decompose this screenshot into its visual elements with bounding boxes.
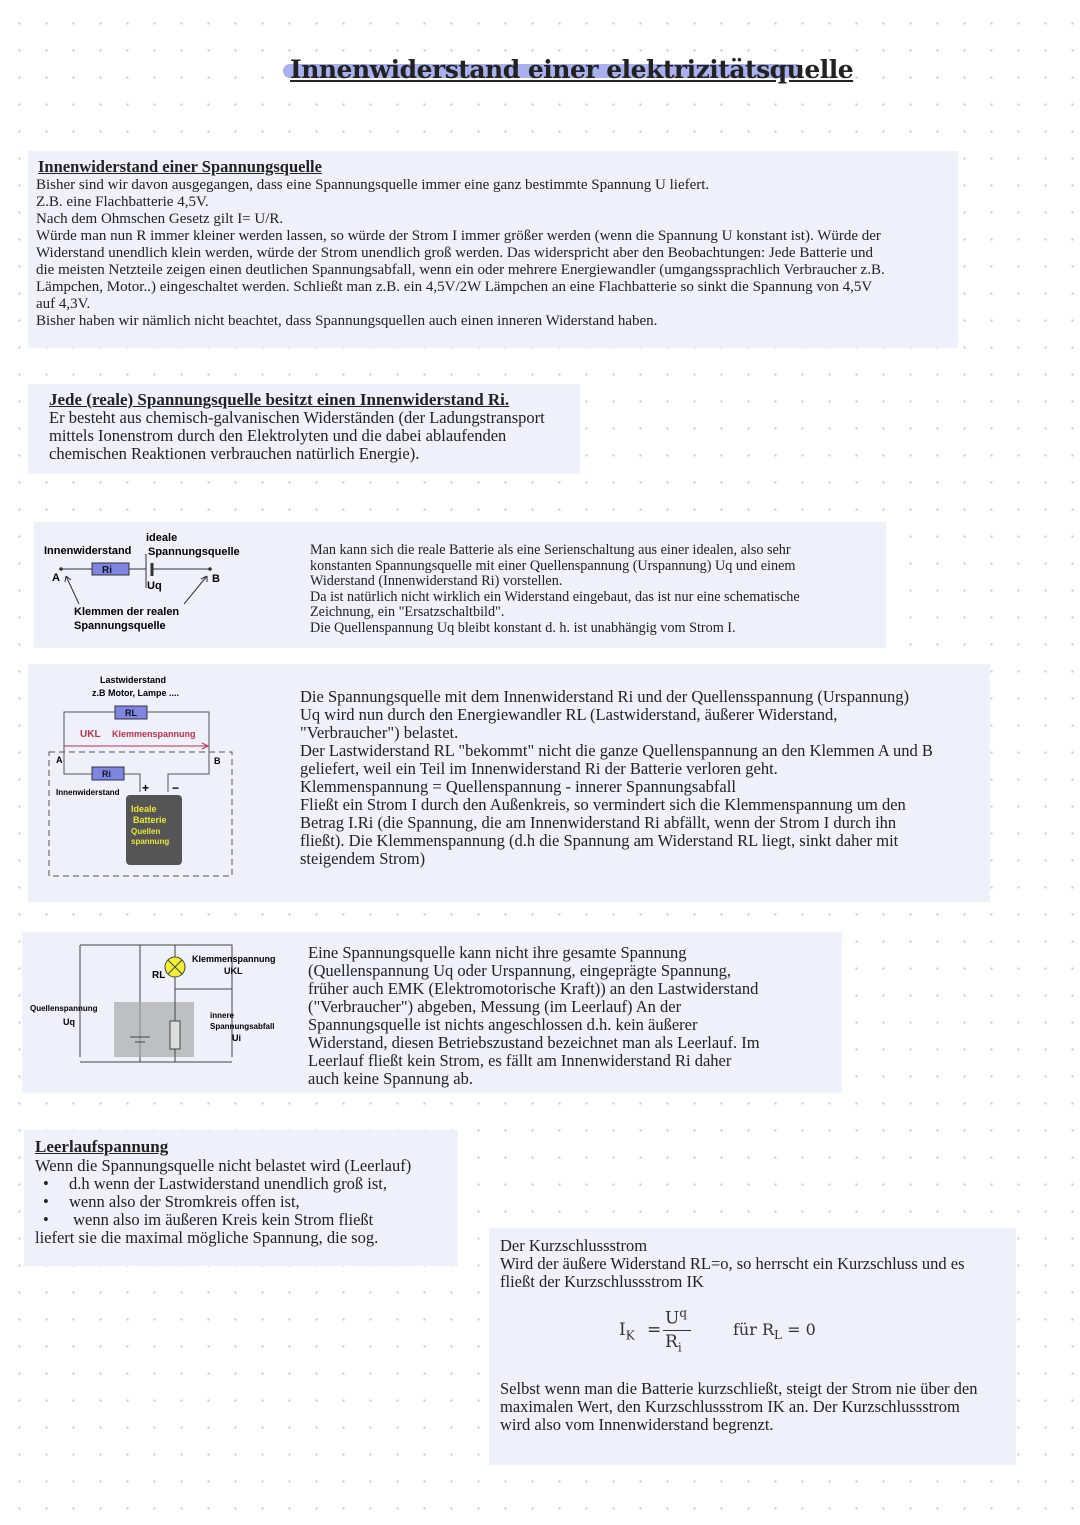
section-real-source [28,384,580,474]
label-b: B [212,573,220,585]
short-circuit-formula [619,1306,859,1356]
text-line: Uq wird nun durch den Energiewandler RL (Lastwiderstand, äußerer Widerstand, [300,705,838,724]
text-line: Bisher haben wir nämlich nicht beachtet, dass Spannungsquellen auch einen inneren Widerstand haben. [36,313,658,329]
text-line: Leerlauf fließt kein Strom, es fällt am Innenwiderstand Ri daher [308,1051,732,1070]
bullet-item: • wenn also der Stromkreis offen ist, [35,1193,411,1211]
label-ukl: UKL [224,966,243,976]
resistor-ri [170,1021,180,1049]
bullet-list [35,1175,411,1229]
text-line: Der Lastwiderstand RL "bekommt" nicht die ganze Quellenspannung an den Klemmen A und B [300,741,933,760]
text-line: früher auch EMK (Elektromotorische Kraft)) an den Lastwiderstand [308,979,759,998]
battery-label: Batterie [133,815,167,825]
label-innere: innere [210,1011,235,1020]
text-line: konstanten Spannungsquelle mit einer Quellenspannung (Urspannung) Uq und einem [310,557,796,574]
text-line: fließt der Kurzschlussstrom IK [500,1272,704,1291]
section-short-circuit [489,1228,1016,1465]
text-line: Z.B. eine Flachbatterie 4,5V. [36,194,209,210]
text-line: (Quellenspannung Uq oder Urspannung, eingeprägte Spannung, [308,961,731,980]
terminal-a [59,567,63,571]
battery-label: Quellen [131,827,161,836]
formula-ik: I [619,1320,626,1340]
label-quellenspannung: Quellenspannung [30,1004,98,1013]
text-line: Widerstand unendlich klein werden, würde der Strom unendlich groß werden. Das widerspricht aber den Beobachtungen: Jede Batterie und [36,245,874,261]
text-line: die meisten Netzteile zeigen einen deutlichen Spannungsabfall, wenn ein oder mehrere Energiewandler (umgangssprachlich Verbraucher z.B. [36,262,885,278]
text-line: Wird der äußere Widerstand RL=o, so herrscht ein Kurzschluss und es [500,1254,965,1273]
label-lastwiderstand: Lastwiderstand [100,675,167,685]
label-innenwiderstand: Innenwiderstand [56,788,120,797]
text-line: Würde man nun R immer kleiner werden lassen, so würde der Strom I immer größer werden (wenn die Spannung U konstant ist). Würde der [36,228,881,244]
terminal-b [208,567,212,571]
label-rl: RL [125,708,137,718]
battery-image [114,1002,194,1057]
label-spannungsquelle2: Spannungsquelle [74,620,166,632]
arrow-icon [65,576,207,604]
battery-label: Ideale [131,804,157,814]
text-line: "Verbraucher") belastet. [300,723,459,742]
text-line: auch keine Spannung ab. [308,1069,473,1088]
formula-condition: für R [733,1320,775,1339]
section-open-circuit-voltage [24,1130,458,1266]
label-b: B [214,756,221,766]
formula-zero: = 0 [787,1320,816,1339]
section-heading: Leerlaufspannung [35,1137,169,1156]
label-klemmen: Klemmen der realen [74,606,180,618]
text-line: auf 4,3V. [36,296,91,312]
text-line: Die Quellenspannung Uq bleibt konstant d. h. ist unabhängig vom Strom I. [310,619,736,636]
label-uq: Uq [147,580,162,592]
text-line: Betrag I.Ri (die Spannung, die am Innenwiderstand Ri abfällt, wenn der Strom I durch ihn [300,813,897,832]
section-heading: Innenwiderstand einer Spannungsquelle [38,157,322,176]
section-internal-resistance [28,151,958,348]
bullet-item: • wenn also im äußeren Kreis kein Strom fließt [35,1211,411,1229]
text-line: steigendem Strom) [300,849,426,868]
text-line: chemischen Reaktionen verbrauchen natürlich Energie). [49,444,420,463]
text-line: Die Spannungsquelle mit dem Innenwiderstand Ri und der Quellensspannung (Urspannung) [300,687,910,706]
text-line: Fließt ein Strom I durch den Außenkreis, so vermindert sich die Klemmenspannung um den [300,795,906,814]
formula-sub: q [679,1306,688,1320]
text-line: Wenn die Spannungsquelle nicht belastet wird (Leerlauf) [35,1156,412,1175]
section-heading: Der Kurzschlussstrom [500,1236,648,1255]
label-minus: − [172,781,180,795]
label-rl: RL [152,970,166,981]
text-line: Er besteht aus chemisch-galvanischen Widerständen (der Ladungstransport [49,408,545,427]
section-heading: Jede (reale) Spannungsquelle besitzt einen Innenwiderstand Ri. [49,390,510,409]
label-ri: Ri [102,769,111,779]
battery-label: spannung [131,837,170,846]
label-plus: + [142,781,150,795]
text-line: Zeichnung, ein "Ersatzschaltbild". [310,604,505,621]
text-line: Da ist natürlich nicht wirklich ein Widerstand eingebaut, das ist nur eine schematische [310,588,800,605]
label-beispiel: z.B Motor, Lampe .... [92,688,180,698]
lamp-circuit-diagram [27,937,302,1072]
text-line: Spannungsquelle ist nichts angeschlossen d.h. kein äußerer [308,1015,698,1034]
section-equivalent-circuit [34,522,886,648]
text-line: mittels Ionenstrom durch den Elektrolyten und die dabei ablaufenden [49,426,507,445]
label-ideale: ideale [146,532,178,544]
label-spannungsabfall: Spannungsabfall [210,1022,275,1031]
text-line: Man kann sich die reale Batterie als eine Serienschaltung aus einer idealen, also sehr [310,542,791,558]
text-line: geliefert, weil ein Teil im Innenwiderstand Ri der Batterie verloren geht. [300,759,778,778]
wire [64,746,209,792]
text-line: Nach dem Ohmschen Gesetz gilt I= U/R. [36,211,284,227]
text-line: Klemmenspannung = Quellenspannung - innerer Spannungsabfall [300,777,736,796]
equivalent-circuit-diagram [34,526,284,646]
fraction-bar [663,1330,691,1331]
label-klemmenspannung: Klemmenspannung [192,954,276,964]
text-line: wird also vom Innenwiderstand begrenzt. [500,1415,774,1434]
formula-uq: U [665,1308,680,1329]
label-uq: Uq [63,1017,75,1027]
label-spannungsquelle: Spannungsquelle [148,546,240,558]
label-ri: Ri [102,565,112,576]
load-circuit-diagram [42,670,262,895]
label-a: A [52,572,60,584]
formula-ri: R [665,1332,678,1352]
section-open-circuit [22,932,842,1093]
label-ui: Ui [232,1033,241,1043]
bullet-item: • d.h wenn der Lastwiderstand unendlich groß ist, [35,1175,411,1193]
section-load-resistance [28,664,990,902]
formula-sub: L [774,1328,782,1343]
label-ukl: UKL [80,729,101,740]
text-line: liefert sie die maximal mögliche Spannung, die sog. [35,1228,379,1247]
text-line: Widerstand (Innenwiderstand Ri) vorstellen. [310,573,563,590]
text-line: maximalen Wert, den Kurzschlussstrom IK an. Der Kurzschlussstrom [500,1397,960,1416]
formula-equals: = [647,1320,662,1340]
label-innenwiderstand: Innenwiderstand [44,545,132,557]
text-line: Widerstand, diesen Betriebszustand bezeichnet man als Leerlauf. Im [308,1033,760,1052]
label-klemmenspannung: Klemmenspannung [112,729,196,739]
text-line: ("Verbraucher") abgeben, Messung (im Leerlauf) An der [308,997,682,1016]
formula-sub: i [677,1340,682,1355]
text-line: fließt). Die Klemmenspannung (d.h die Spannung am Widerstand RL liegt, sinkt daher mit [300,831,899,850]
text-line: Selbst wenn man die Batterie kurzschließt, steigt der Strom nie über den [500,1379,978,1398]
formula-sub: K [625,1328,635,1343]
page-title: Innenwiderstand einer elektrizitätsquelle [290,55,854,84]
text-line: Eine Spannungsquelle kann nicht ihre gesamte Spannung [308,943,687,962]
text-line: Bisher sind wir davon ausgegangen, dass eine Spannungsquelle immer eine ganz bestimmte Spannung U liefert. [36,177,710,193]
text-line: Lämpchen, Motor..) eingeschaltet werden. Schließt man z.B. ein 4,5V/2W Lämpchen an eine Flachbatterie so sinkt die Spannung von 4,5V [36,279,873,295]
label-a: A [56,755,63,765]
